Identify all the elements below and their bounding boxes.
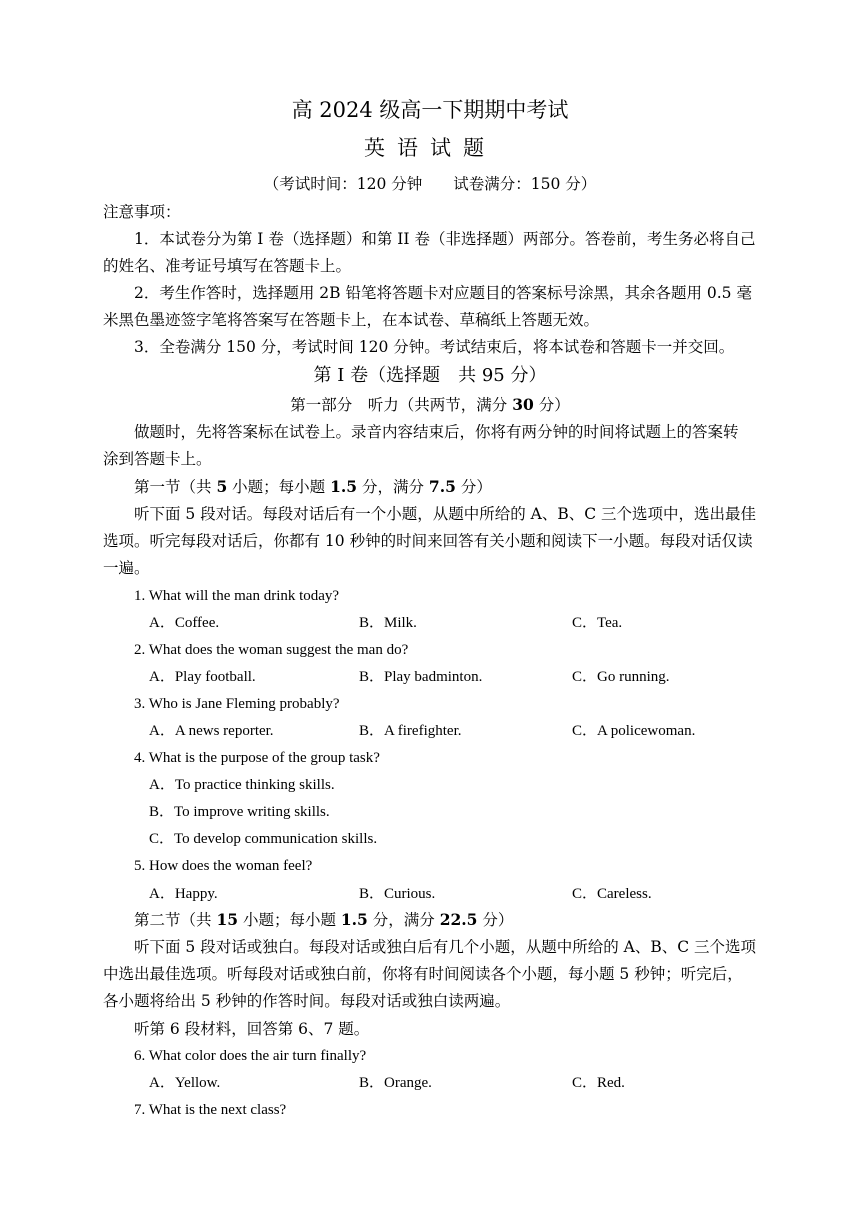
section-2-instruction-line-2: 中选出最佳选项。听每段对话或独白前，你将有时间阅读各个小题，每小题 5 秒钟；听完后， bbox=[103, 965, 743, 983]
question-2-option-c: C．Go running. bbox=[572, 669, 670, 685]
question-4-stem: 4. What is the purpose of the group task? bbox=[134, 750, 380, 766]
notes-heading: 注意事项： bbox=[103, 203, 181, 221]
question-2-option-a: A．Play football. bbox=[149, 669, 256, 685]
question-2-option-b: B．Play badminton. bbox=[359, 669, 483, 685]
question-3-option-b: B．A firefighter. bbox=[359, 723, 462, 739]
section-1-instruction-line-1: 听下面 5 段对话。每段对话后有一个小题，从题中所给的 A、B、C 三个选项中，选出最佳 bbox=[134, 505, 757, 523]
question-1-option-b: B．Milk. bbox=[359, 615, 417, 631]
question-6-option-a: A．Yellow. bbox=[149, 1075, 221, 1091]
question-5-option-b: B．Curious. bbox=[359, 886, 436, 902]
section-2-instruction-line-1: 听下面 5 段对话或独白。每段对话或独白后有几个小题，从题中所给的 A、B、C 三个选项 bbox=[134, 938, 757, 956]
exam-title: 高 2024 级高一下期期中考试 bbox=[291, 98, 569, 122]
question-4-option-a: A．To practice thinking skills. bbox=[149, 777, 335, 793]
question-6-option-b: B．Orange. bbox=[359, 1075, 432, 1091]
section-2-instruction-line-3: 各小题将给出 5 秒钟的作答时间。每段对话或独白读两遍。 bbox=[103, 992, 511, 1010]
subject-title: 英语试题 bbox=[364, 136, 496, 160]
question-5-option-c: C．Careless. bbox=[572, 886, 652, 902]
part-1-title: 第一部分 听力（共两节，满分 30 分） bbox=[290, 395, 570, 414]
note-2-line-1: 2．考生作答时，选择题用 2B 铅笔将答题卡对应题目的答案标号涂黑，其余各题用 0.5 毫 bbox=[134, 284, 752, 302]
question-5-stem: 5. How does the woman feel? bbox=[134, 858, 313, 874]
question-3-option-a: A．A news reporter. bbox=[149, 723, 274, 739]
section-1-instruction-line-3: 一遍。 bbox=[103, 559, 150, 577]
question-1-option-c: C．Tea. bbox=[572, 615, 623, 631]
question-5-option-a: A．Happy. bbox=[149, 886, 218, 902]
part-1-intro-line-1: 做题时，先将答案标在试卷上。录音内容结束后，你将有两分钟的时间将试题上的答案转 bbox=[134, 423, 739, 441]
question-1-stem: 1. What will the man drink today? bbox=[134, 588, 340, 604]
question-2-stem: 2. What does the woman suggest the man do? bbox=[134, 642, 409, 658]
section-1-instruction-line-2: 选项。听完每段对话后，你都有 10 秒钟的时间来回答有关小题和阅读下一小题。每段对话仅读 bbox=[103, 532, 753, 550]
section-1-heading: 第一节（共 5 小题；每小题 1.5 分，满分 7.5 分） bbox=[134, 477, 492, 496]
question-4-option-c: C．To develop communication skills. bbox=[149, 831, 378, 847]
question-4-option-b: B．To improve writing skills. bbox=[149, 804, 330, 820]
volume-1-title: 第 I 卷（选择题 共 95 分） bbox=[313, 365, 547, 386]
question-6-option-c: C．Red. bbox=[572, 1075, 625, 1091]
material-6-note: 听第 6 段材料，回答第 6、7 题。 bbox=[134, 1020, 370, 1038]
note-1-line-2: 的姓名、准考证号填写在答题卡上。 bbox=[103, 257, 352, 275]
note-2-line-2: 米黑色墨迹签字笔将答案写在答题卡上，在本试卷、草稿纸上答题无效。 bbox=[103, 311, 600, 329]
note-3: 3．全卷满分 150 分，考试时间 120 分钟。考试结束后，将本试卷和答题卡一并交回。 bbox=[134, 338, 735, 356]
note-1-line-1: 1．本试卷分为第 I 卷（选择题）和第 II 卷（非选择题）两部分。答卷前，考生务必将自己 bbox=[134, 230, 756, 248]
question-3-option-c: C．A policewoman. bbox=[572, 723, 696, 739]
question-6-stem: 6. What color does the air turn finally? bbox=[134, 1048, 367, 1064]
exam-info: （考试时间：120 分钟 试卷满分：150 分） bbox=[263, 175, 597, 193]
section-2-heading: 第二节（共 15 小题；每小题 1.5 分，满分 22.5 分） bbox=[134, 910, 514, 929]
question-1-option-a: A．Coffee. bbox=[149, 615, 220, 631]
part-1-intro-line-2: 涂到答题卡上。 bbox=[103, 450, 212, 468]
question-7-stem: 7. What is the next class? bbox=[134, 1102, 287, 1118]
question-3-stem: 3. Who is Jane Fleming probably? bbox=[134, 696, 340, 712]
